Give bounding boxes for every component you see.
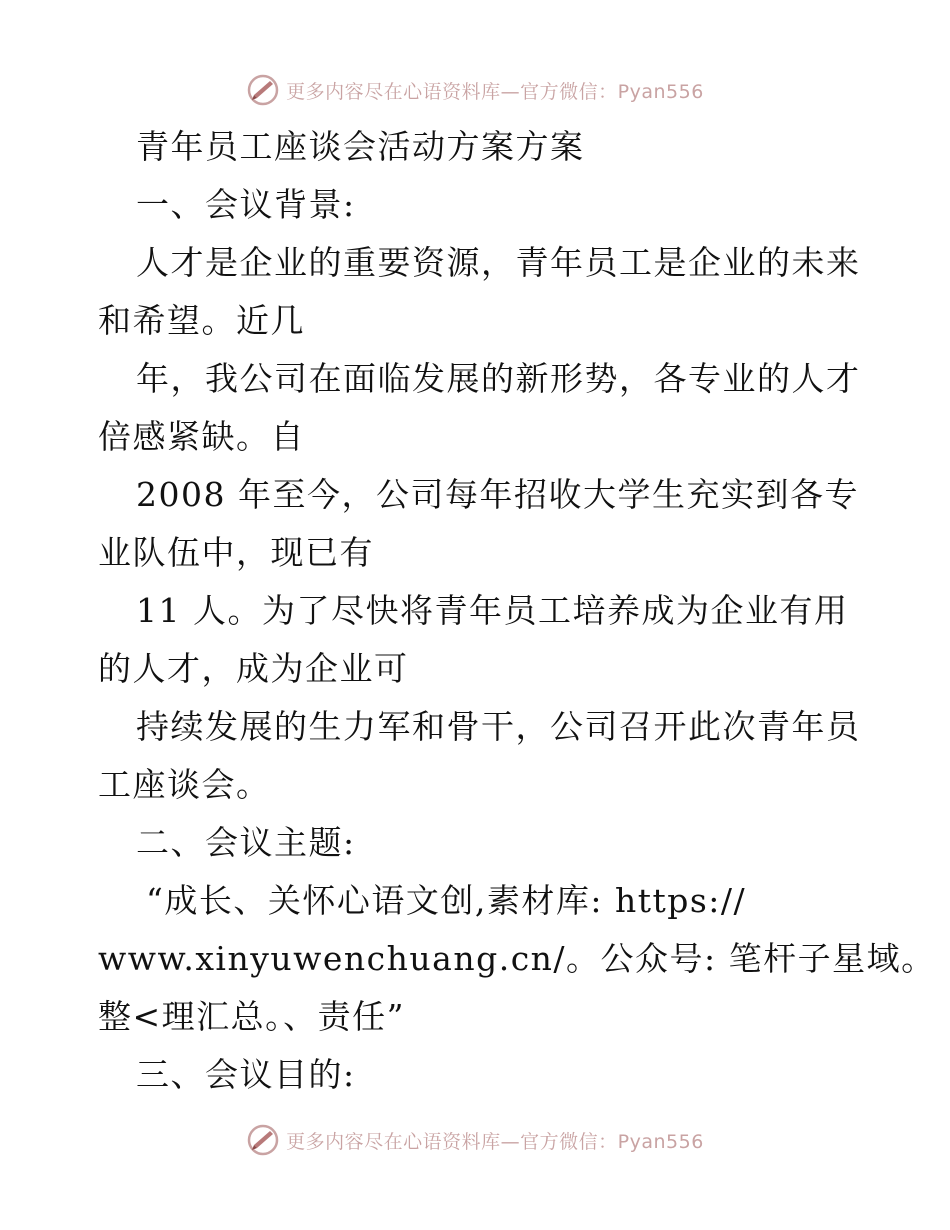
paragraph-line: “成长、关怀心语文创,素材库: https:// bbox=[146, 881, 747, 920]
paragraph-line: 整<理汇总。、责任” bbox=[98, 997, 406, 1036]
paragraph-line: 的人才，成为企业可 bbox=[98, 649, 409, 688]
paragraph-line: 年，我公司在面临发展的新形势，各专业的人才 bbox=[136, 359, 861, 398]
pen-logo-icon bbox=[246, 73, 280, 107]
paragraph-line: 持续发展的生力军和骨干，公司召开此次青年员 bbox=[136, 707, 861, 746]
footer-watermark-banner bbox=[0, 1120, 950, 1160]
paragraph-line: 人才是企业的重要资源，青年员工是企业的未来 bbox=[136, 243, 861, 282]
header-watermark-text: 更多内容尽在心语资料库—官方微信：Pyan556 bbox=[286, 80, 704, 103]
section-heading-theme: 二、会议主题: bbox=[136, 823, 356, 862]
pen-logo-icon bbox=[246, 1123, 280, 1157]
section-heading-background: 一、会议背景: bbox=[136, 185, 356, 224]
paragraph-line: 业队伍中，现已有 bbox=[98, 533, 374, 572]
section-heading-purpose: 三、会议目的: bbox=[136, 1055, 356, 1094]
footer-watermark-text: 更多内容尽在心语资料库—官方微信：Pyan556 bbox=[286, 1130, 704, 1153]
paragraph-line: 和希望。近几 bbox=[98, 301, 305, 340]
paragraph-line: 11 人。为了尽快将青年员工培养成为企业有用 bbox=[136, 591, 849, 630]
document-body bbox=[98, 118, 936, 1104]
paragraph-line: 倍感紧缺。自 bbox=[98, 417, 305, 456]
document-title: 青年员工座谈会活动方案方案 bbox=[136, 127, 585, 166]
paragraph-line: www.xinyuwenchuang.cn/。公众号: 笔杆子星域。 bbox=[98, 939, 936, 978]
header-watermark-banner bbox=[0, 70, 950, 110]
paragraph-line: 工座谈会。 bbox=[98, 765, 271, 804]
paragraph-line: 2008 年至今，公司每年招收大学生充实到各专 bbox=[136, 475, 859, 514]
